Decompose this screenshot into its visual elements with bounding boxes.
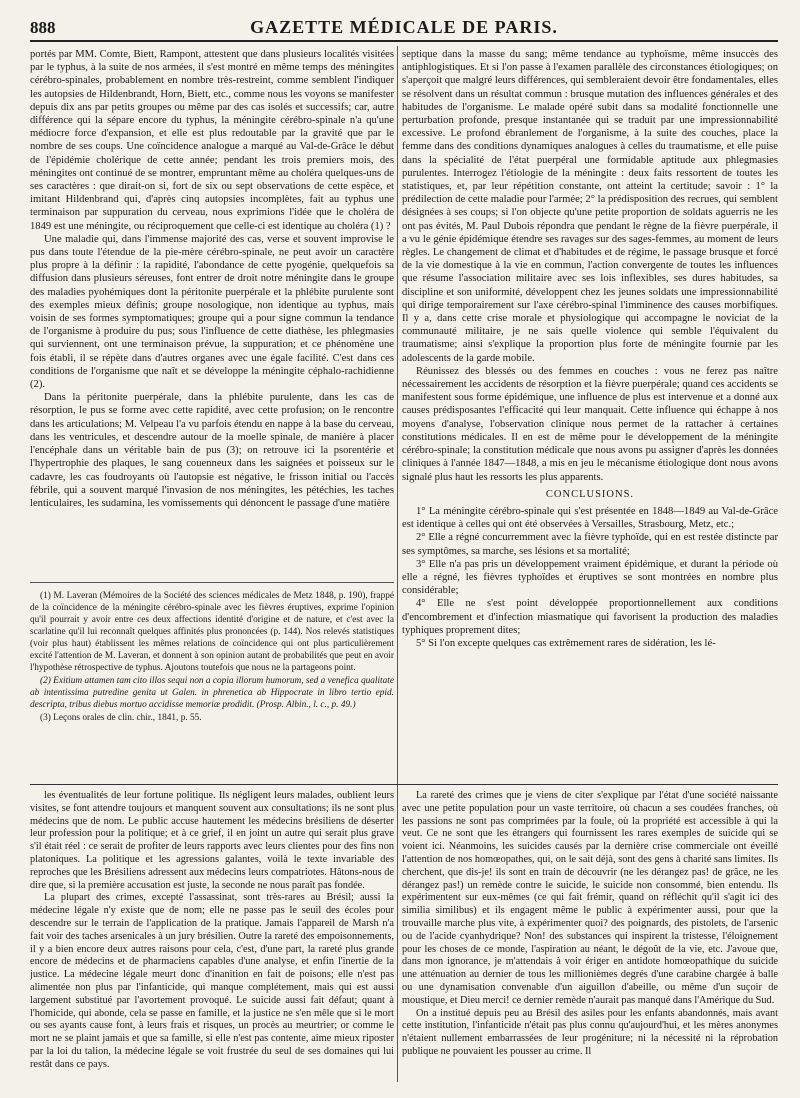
paragraph: Réunissez des blessés ou des femmes en couches : vous ne ferez pas naître nécessairement les accidents de résorption et la fièvre puerpérale; quand ces accidents se manifestent sous forme épidémique, une influence de plus est intervenue et a donné aux causes prédisposantes l'efficacité qui leur manquait. Cette influence qui échappe à nos moyens d'analyse, l'observation clinique nous permet de la rattacher à certaines constitutions médicales. Il en est de même pour le développement de la méningite cérébro-spinale; la constitution médicale que nous avons pu assigner d'après les données cliniques à l'année 1847—1848, a mis en jeu le mécanisme étiologique dont nous avons signalé plus haut les ressorts les plus apparents. (402, 365, 778, 483)
conclusion-item: 3° Elle n'a pas pris un développement vraiment épidémique, et durant la période où elle a régné, les fièvres typhoïdes et éruptives se sont montrées en nombre plus considérable; (402, 558, 778, 597)
column-divider (397, 46, 398, 1082)
paragraph: portés par MM. Comte, Biett, Rampont, attestent que dans plusieurs localités visitées par le typhus, à la suite de nos armées, il s'est montré en même temps des méningites cérébro-spinales, probablement en nombre très-restreint, comme semblent l'indiquer les autopsies de Hildenbrandt, Horn, Biett, etc., comme nous les voyons se manifester depuis dix ans par petits groupes ou même par des cas isolés et successifs; car, autre différence qui la sépare encore du typhus, la méningite cérébro-spinale n'a qu'une médiocre force d'expansion, et elle est plus redoutable par la gravité que par le nombre de ses coups. Une coïncidence analogue a marqué au Val-de-Grâce le début de l'épidémie cholérique de cette année; pendant les trois premiers mois, des méningites ont continué de se montrer, empruntant même au choléra quelques-uns de ses caractères : que dirait-on si, fort de six ou sept observations de cette espèce, et imitant Hildenbrand qui, d'après cinq autopsies incomplètes, fait au typhus une terminaison par suppuration du cerveau, nous exprimions l'idée que le choléra de 1849 est une méningite, ou réciproquement que celle-ci est identique au choléra (1) ? (30, 49, 394, 232)
paragraph: Une maladie qui, dans l'immense majorité des cas, verse et souvent improvise le pus dans toute l'étendue de la pie-mère cérébro-spinale, ne peut avoir un caractère plus propre à la définir : la rapidité, l'abondance de cette pyogénie, quelquefois sa diffusion dans plusieurs séreuses, font entrer de droit notre méningite dans le groupe des maladies pyohémiques dont la péritonite puerpérale et la phlébite purulente sont des exemples mieux définis; groupe nosologique, non identique au typhus, mais voisin de ses formes symptomatiques; groupe qui a pour signe commun la tendance de l'organisme à produire du pus; sous l'influence de cette diathèse, les phlegmasies qui surviennent, ont une terminaison prévue, la suppuration; et ce phénomène une fois établi, il se répète dans d'autres organes avec une égale facilité. C'est dans ces conditions de l'organisme que naît et se développe la méningite céphalo-rachidienne (2). (30, 233, 394, 391)
page-header (30, 14, 778, 42)
journal-title: GAZETTE MÉDICALE DE PARIS. (250, 17, 558, 37)
page-number: 888 (30, 18, 56, 37)
paragraph: On a institué depuis peu au Brésil des asiles pour les enfants abandonnés, mais avant cette institution, l'infanticide n'était pas plus connu qu'aujourd'hui, et les mères anonymes n'étaient nullement embarrassées de leur progéniture; ni la nécessité ni la réprobation publique ne pouvaient les pousser au crime. Il (402, 1007, 778, 1057)
conclusion-item: 5° Si l'on excepte quelques cas extrêmement rares de sidération, les lé- (416, 637, 716, 649)
right-column (402, 48, 778, 780)
footnote: (2) Exitium attamen tam cito illos sequi non a copia illorum humorum, sed a venefica qualitate ab intentissima putredine genita ut Galen. in phrenetica ab Hippocrate in libro tertio epid. descripta, tribus diebus mortuo accidisse memoriæ prodidit. (Prosp. Albin., l. c., p. 49.) (30, 676, 394, 710)
paragraph: Dans la péritonite puerpérale, dans la phlébite purulente, dans les cas de résorption, le pus se forme avec cette rapidité, avec cette profusion; on le rencontre dans les articulations; M. Velpeau l'a vu parfois étendu en nappe à la base du cerveau, dans les ventricules, et descendre autour de la moelle spinale, de manière à placer l'encéphale dans un véritable bain de pus (3); on retrouve ici la psorentérie et l'hypertrophie des plaques, le sang couenneux dans les saignées et poisseux sur le cadavre, les cas foudroyants où l'autopsie est négative, le frisson initial ou l'accès fébrile, qui a souvent marqué l'invasion de nos méningites, les pétéchies, les taches lenticulaires, les sudamina, les vomissements qui dénoncent le passage d'une matière (30, 392, 394, 509)
conclusions-heading: CONCLUSIONS. (545, 488, 635, 500)
section-separator (30, 784, 778, 785)
conclusion-item: 4° Elle ne s'est point développée proportionnellement aux conditions d'encombrement et d'infection miasmatique qui favorisent la production des maladies typhiques proprement dites; (402, 598, 778, 636)
paragraph: les éventualités de leur fortune politique. Ils négligent leurs malades, oublient leurs visites, se font attendre toujours et manquent souvent aux consultations; ils ne sont plus médecins que de nom. Le public accuse hautement les médecins brésiliens de déserter leur profession pour la politique; et à ce grief, il en joint un autre qui serait plus grave s'il était réel : ce serait de profiter de leurs rapports avec leurs clientes pour des fins non platoniques. La politique et les agressions galantes, voilà le texte invariable des reproches que les Brésiliens adressent aux médecins leurs compatriotes. Hâtons-nous de dire que, si la première accusation est juste, la seconde ne nous paraît pas fondée. (30, 790, 394, 891)
footnotes (30, 590, 394, 776)
paragraph: septique dans la masse du sang; même tendance au typhoïsme, même insuccès des antiphlogistiques. Et si l'on passe à l'examen parallèle des circonstances étiologiques; on s'aperçoit que malgré leurs différences, qui sembleraient devoir être fondamentales, elles se résolvent dans un résultat commun : brusque mutation des influences générales et des habitudes de l'organisme. Le malade opéré subit dans sa modalité fonctionnelle une perturbation profonde, presque instantanée qui se traduit par une impressionnabilité excessive. Le profond ébranlement de l'organisme, à la suite des couches, place la femme dans des conditions dynamiques analogues à celles du traumatisme, et elle puise dans la spécialité de l'état puerpéral une formidable aptitude aux phlegmasies purulentes. Interrogez l'étiologie de la méningite : deux faits ressortent de toutes les statistiques, et, par leur répétition constante, ont atteint la certitude; savoir : 1° la prédilection de cette maladie pour l'armée; 2° la prédisposition des recrues, qui semblent désignées à ses coups; si l'on objecte qu'une petite proportion de soldats aguerris ne les ont pas évités, M. Paul Dubois répondra que pendant le règne de la fièvre puerpérale, il a vu le génie épidémique étendre ses ravages sur des sages-femmes, au moment de leurs règles. Le changement de climat et d'habitudes et de régime, le passage brusque et forcé de la vie domestique à la vie en commun, l'action convergente de toutes les influences que résume l'association militaire avec ses lois inflexibles, ses dures habitudes, sa discipline et son uniformité, développent chez les jeunes soldats une impressionnabilité qui dirige temporairement sur l'axe cérébro-spinal l'imminence des causes morbifiques. Il y a, dans cette crise morale et physiologique qui accompagne le noviciat de la communauté militaire, je ne sais quelle violence qui semble l'équivalent du traumatisme; ainsi s'explique la proportion plus forte de méningite fournie par les adolescents de la garde mobile. (402, 49, 778, 364)
conclusion-item: 1° La méningite cérébro-spinale qui s'est présentée en 1848—1849 au Val-de-Grâce est identique à celles qui ont été observées à Versailles, Strasbourg, Metz, etc.; (402, 505, 778, 531)
footnote: (1) M. Laveran (Mémoires de la Société des sciences médicales de Metz 1848, p. 190), frappé de la coïncidence de la méningite cérébro-spinale avec les fièvres éruptives, exprime l'opinion qu'il pourrait y avoir entre ces deux affections identité d'origine et de nature, et c'est avec la scarlatine qu'il lui reconnaît quelques affinités plus prononcées (p. 144). Nos relevés statistiques (voir plus haut) établissent les mêmes relations de coïncidence qui ont plus particulièrement excité l'attention de M. Laveran, et donnent à son opinion autant de probabilités que peut en avoir l'hypothèse rétrospective de typhus. Ajoutons toutefois que nous ne la partageons point. (30, 591, 394, 673)
footnote: (3) Leçons orales de clin. chir., 1841, p. 55. (40, 713, 202, 723)
footnote-rule (30, 582, 394, 583)
paragraph: La plupart des crimes, excepté l'assassinat, sont très-rares au Brésil; aussi la médecine légale n'y existe que de nom; elle ne passe pas le seuil des écoles pour descendre sur le terrain de l'application de la pratique. Jamais l'appareil de Marsh n'a fait voir des taches arsenicales à un jury brésilien. Outre la rareté des empoisonnements, il y a bien encore deux autres raisons pour cela, c'est, d'une part, la rareté plus grande encore de médecins et de pharmaciens capables d'une analyse, et enfin l'inertie de la justice. La médecine légale meurt donc d'inanition en fait de poisons; elle n'est pas alimentée non plus par l'infanticide, qui manque complétement, mais qui est aussi largement substitué par l'avortement provoqué. Le suicide aussi fait défaut; quant à l'homicide, qui abonde, cela se passe en famille, et la justice ne s'en mêle que si le mort ou ses ayants cause font, à leurs frais et risques, un procès au meurtrier; or comme le mort ne se plaint jamais et que sa famille, si elle n'est pas contente, aime mieux riposter par la loi du talion, la médecine légale se voit frustrée du seul de ses domaines qui lui restât dans ce pays. (30, 892, 394, 1070)
bottom-right-column (402, 790, 778, 1080)
bottom-left-column (30, 790, 394, 1080)
conclusion-item: 2° Elle a régné concurremment avec la fièvre typhoïde, qui en est restée distincte par ses symptômes, sa marche, ses lésions et sa mortalité; (402, 532, 778, 557)
paragraph: La rareté des crimes que je viens de citer s'explique par l'état d'une société naissante avec une petite population pour un vaste territoire, où chacun a ses coudées franches, où les passions ne sont pas comprimées par la foule, où la propriété est accessible à qui la veut. Ce ne sont que les étrangers qui fournissent les rares exemples de suicide qui se voient ici. Néanmoins, les suicides causés par la dernière crise commerciale ont éveillé l'attention de nos homœopathes, qui, on le sait déjà, sont des gens à charité sans limites. Ils cherchent, que dis-je! ils sont en train de découvrir (ne les dérangez pas! de grâce, ne les dérangez pas!) un remède contre le suicide, le suicide non consommé, bien entendu. Ils expérimentent sur eux-mêmes (ce qui fait frémir, quand on réfléchit qu'il s'agit ici des similia similibus) et ils engagent même le public à expérimenter aussi, pour que la trouvaille marche plus vite, à expérimenter quoi? des poignards, des pistolets, de l'arsenic ou de l'acide cyanhydrique? Non! des substances qui inspirent la tristesse, l'éloignement pour les choses de ce monde, l'aspiration au néant, le dégoût de la vie, etc. J'avoue que, dans mon ignorance, je m'attendais à voir ériger en antidote homœopathique du suicide une atténuation au dernier de tous les millionièmes degrés d'une carabine chargée à balle ou une dynamisation convenable d'un aiguillon d'abeille, ou même d'un suçoir de moustique, et Dieu merci! ce dernier remède n'aurait pas manqué dans l'Amérique du Sud. (402, 790, 778, 1006)
left-column (30, 48, 394, 576)
